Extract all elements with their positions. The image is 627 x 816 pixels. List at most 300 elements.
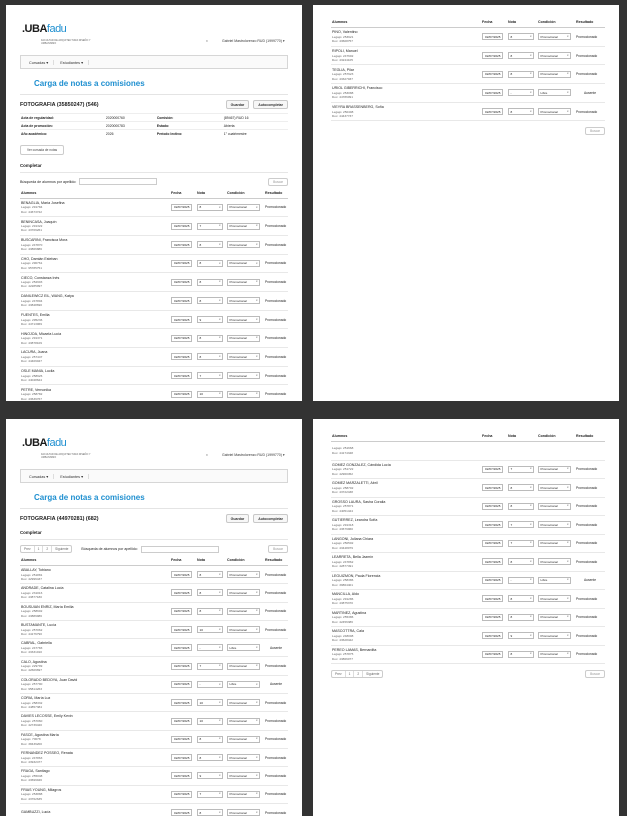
condition-select[interactable] — [538, 595, 571, 602]
column-header-alumno: Alumnos — [20, 189, 170, 199]
condition-cell — [226, 767, 264, 785]
condition-select[interactable] — [227, 391, 260, 398]
condition-value: Promocional — [540, 633, 558, 638]
grade-select[interactable] — [197, 699, 223, 706]
pager-page-2[interactable]: 2 — [354, 671, 363, 677]
logo-uba: .UBA — [22, 437, 47, 449]
date-input[interactable]: 02/07/2025 — [171, 772, 192, 779]
student-cell — [20, 748, 170, 766]
student-legajo: Legajo: 295236 — [21, 317, 43, 322]
result-cell: Promocionado — [264, 748, 288, 766]
student-legajo: Legajo: 258332 — [21, 700, 43, 705]
autocomplete-button[interactable]: Autocompletar — [253, 100, 288, 109]
date-input[interactable]: 02/07/2025 — [482, 651, 503, 658]
student-doc: Doc: 43331010 — [21, 650, 42, 655]
grade-select[interactable] — [508, 632, 534, 639]
date-input[interactable]: 02/07/2025 — [171, 809, 192, 816]
info-value: 1° cuatrimestre — [223, 130, 288, 138]
date-input[interactable]: 02/07/2025 — [171, 260, 192, 267]
user-menu[interactable]: Gabriel Mastrolorenzo RUD (1999770) ▾ — [222, 39, 285, 43]
date-input[interactable]: 02/07/2025 — [171, 241, 192, 248]
grade-select[interactable] — [508, 108, 534, 115]
condition-select[interactable] — [227, 223, 260, 230]
student-doc: Doc: 42456386 — [332, 619, 353, 624]
date-input[interactable]: 02/07/2025 — [171, 791, 192, 798]
site-header — [20, 433, 288, 467]
table-header-row — [331, 18, 605, 28]
grade-select[interactable] — [508, 484, 534, 491]
grade-cell — [507, 516, 537, 535]
condition-select[interactable] — [538, 484, 571, 491]
nav-cursadas[interactable]: Cursadas ▾ — [29, 60, 54, 65]
chevron-down-icon: ▾ — [219, 774, 221, 777]
result-cell: Promocionado — [264, 694, 288, 712]
back-button[interactable]: Ver cursada de notas — [20, 145, 64, 155]
grade-select[interactable] — [197, 260, 223, 267]
student-doc: Doc: 44786091 — [332, 95, 353, 100]
grade-cell — [196, 566, 226, 584]
date-input[interactable]: 02/07/2025 — [482, 71, 503, 78]
condition-select[interactable] — [538, 577, 571, 584]
info-label: Período lectivo: — [156, 130, 223, 138]
chevron-down-icon: ▾ — [256, 224, 258, 228]
date-input[interactable]: 02/07/2025 — [482, 632, 503, 639]
date-cell — [170, 584, 196, 602]
grade-select[interactable] — [508, 33, 534, 40]
condition-select[interactable] — [227, 279, 260, 286]
student-legajo: Legajo: 257923 — [332, 72, 354, 77]
condition-value: Libre — [229, 645, 237, 650]
course-name: FOTOGRAFIA (44970281) (682) — [20, 515, 99, 522]
search-button[interactable]: Buscar — [268, 545, 288, 553]
result-cell: Promocionado — [575, 608, 605, 627]
condition-select[interactable] — [538, 503, 571, 510]
date-cell — [481, 516, 507, 535]
chevron-down-icon: ▾ — [256, 645, 258, 649]
search-input[interactable] — [79, 178, 157, 185]
date-input[interactable]: 02/07/2025 — [171, 391, 192, 398]
nav-estudiantes[interactable]: Estudiantes ▾ — [60, 60, 89, 65]
result-cell: Promocionado — [264, 620, 288, 638]
student-name: MARTINEZ, Agustina — [332, 610, 367, 615]
date-input[interactable]: 02/07/2025 — [171, 626, 192, 633]
search-button[interactable]: Buscar — [268, 178, 288, 186]
date-input[interactable]: 02/07/2025 — [171, 699, 192, 706]
student-doc: Doc: 44673722 — [21, 209, 42, 214]
condition-select[interactable] — [227, 571, 260, 578]
condition-select[interactable] — [227, 204, 260, 211]
condition-select[interactable] — [227, 809, 260, 816]
grade-select[interactable] — [197, 754, 223, 761]
grade-value: 8 — [510, 559, 513, 564]
grade-select[interactable] — [508, 89, 534, 96]
grade-select[interactable] — [508, 558, 534, 565]
condition-select[interactable] — [538, 540, 571, 547]
grade-cell — [196, 198, 226, 217]
date-input[interactable]: 02/07/2025 — [171, 681, 192, 688]
student-cell — [331, 442, 481, 461]
condition-select[interactable] — [227, 699, 260, 706]
date-cell — [170, 767, 196, 785]
condition-select[interactable] — [227, 754, 260, 761]
grade-select[interactable] — [197, 809, 223, 816]
condition-value: Promocional — [229, 298, 247, 303]
chevron-down-icon: ▾ — [256, 755, 258, 759]
date-cell — [170, 748, 196, 766]
grade-value: 8 — [510, 596, 513, 601]
condition-select[interactable] — [538, 632, 571, 639]
condition-select[interactable] — [538, 89, 571, 96]
condition-cell — [226, 694, 264, 712]
condition-cell — [537, 442, 575, 461]
grade-select[interactable] — [197, 791, 223, 798]
date-input[interactable]: 02/07/2025 — [482, 595, 503, 602]
grade-value: 8 — [199, 737, 202, 742]
condition-select[interactable] — [227, 335, 260, 342]
result-cell: Promocionado — [575, 65, 605, 84]
column-header-nota: Nota — [196, 556, 226, 566]
condition-select[interactable] — [227, 589, 260, 596]
date-input[interactable]: 02/07/2025 — [482, 52, 503, 59]
condition-select[interactable] — [538, 52, 571, 59]
grade-select[interactable] — [197, 663, 223, 670]
result-cell: Promocionado — [264, 310, 288, 329]
student-cell — [331, 571, 481, 590]
date-cell — [481, 534, 507, 553]
grade-value: 8 — [510, 615, 513, 620]
column-header-resultado: Resultado — [575, 18, 605, 28]
chevron-down-icon: ▾ — [256, 336, 258, 340]
condition-select[interactable] — [227, 608, 260, 615]
student-doc: Doc: 44857384 — [21, 705, 42, 710]
date-cell — [170, 785, 196, 803]
table-row — [20, 385, 288, 401]
condition-select[interactable] — [538, 71, 571, 78]
student-cell — [20, 273, 170, 292]
date-input[interactable]: 02/07/2025 — [482, 614, 503, 621]
search-button[interactable]: Buscar — [585, 127, 605, 135]
date-input[interactable]: 02/07/2025 — [482, 521, 503, 528]
student-cell — [331, 84, 481, 103]
table-row — [331, 46, 605, 65]
pager-next[interactable]: Siguiente — [55, 547, 69, 551]
table-row — [331, 516, 605, 535]
grade-select[interactable] — [197, 223, 223, 230]
grade-cell — [196, 310, 226, 329]
condition-select[interactable] — [227, 644, 260, 651]
info-row — [20, 130, 288, 138]
student-name: URIOL GIBERRICHI, Francisco — [332, 86, 383, 91]
grade-select[interactable] — [197, 626, 223, 633]
student-name: TEGLIA, Pilar — [332, 67, 354, 72]
nav-cursadas[interactable]: Cursadas ▾ — [29, 474, 54, 479]
student-name: BUSCARINI, Francisca Mora — [21, 238, 68, 243]
student-name: PETRE, Vernonika — [21, 387, 51, 392]
user-menu[interactable]: Gabriel Mastrolorenzo RUD (1999770) ▾ — [222, 453, 285, 457]
date-input[interactable]: 02/07/2025 — [171, 718, 192, 725]
grade-select[interactable] — [508, 52, 534, 59]
grade-cell — [196, 217, 226, 236]
save-button[interactable]: Guardar — [226, 514, 250, 523]
student-cell — [20, 566, 170, 584]
close-icon[interactable]: x — [206, 39, 208, 43]
result-cell: Promocionado — [264, 767, 288, 785]
date-input[interactable]: 02/07/2025 — [482, 89, 503, 96]
result-cell: Promocionado — [264, 329, 288, 348]
condition-cell — [537, 479, 575, 498]
grade-select[interactable] — [197, 204, 223, 211]
condition-value: Promocional — [540, 652, 558, 657]
table-row — [20, 584, 288, 602]
fadu-logo[interactable] — [22, 23, 66, 35]
column-header-resultado: Resultado — [264, 189, 288, 199]
condition-select[interactable] — [538, 33, 571, 40]
student-cell — [20, 310, 170, 329]
table-row — [20, 310, 288, 329]
column-header-condicion: Condición — [226, 189, 264, 199]
condition-select[interactable] — [227, 663, 260, 670]
condition-select[interactable] — [227, 316, 260, 323]
grade-select[interactable] — [197, 316, 223, 323]
chevron-down-icon: ▾ — [530, 72, 532, 76]
logo-uba: .UBA — [22, 23, 47, 35]
date-input[interactable]: 02/07/2025 — [171, 335, 192, 342]
student-doc: Doc: 43448079 — [332, 545, 353, 550]
date-cell — [170, 348, 196, 367]
date-input[interactable]: 02/07/2025 — [171, 589, 192, 596]
result-cell: Ausente — [575, 571, 605, 590]
table-row — [331, 479, 605, 498]
date-input[interactable]: 02/07/2025 — [171, 204, 192, 211]
condition-select[interactable] — [227, 353, 260, 360]
grade-select[interactable] — [197, 241, 223, 248]
student-cell — [20, 602, 170, 620]
student-name: ANDRADE, Catalina Lucía — [21, 586, 64, 591]
date-cell — [170, 730, 196, 748]
condition-select[interactable] — [538, 466, 571, 473]
chevron-down-icon: ▾ — [256, 810, 258, 814]
condition-value: Promocional — [540, 53, 558, 58]
chevron-down-icon: ▾ — [256, 627, 258, 631]
grade-select[interactable] — [197, 681, 223, 688]
date-input[interactable]: 02/07/2025 — [482, 33, 503, 40]
date-input[interactable]: 02/07/2025 — [171, 316, 192, 323]
student-cell — [331, 516, 481, 535]
condition-value: Promocional — [540, 485, 558, 490]
date-cell — [481, 102, 507, 121]
date-input[interactable]: 02/07/2025 — [171, 279, 192, 286]
condition-select[interactable] — [227, 626, 260, 633]
grade-select[interactable] — [197, 589, 223, 596]
grade-cell — [196, 803, 226, 816]
grade-select[interactable] — [197, 353, 223, 360]
column-header-resultado: Resultado — [575, 432, 605, 442]
student-cell — [331, 497, 481, 516]
grade-value: 10 — [199, 627, 203, 632]
chevron-down-icon: ▾ — [219, 664, 221, 668]
pager-page-2[interactable]: 2 — [43, 546, 52, 552]
grade-select[interactable] — [508, 577, 534, 584]
chevron-down-icon: ▾ — [256, 355, 258, 358]
date-input[interactable]: 02/07/2025 — [171, 663, 192, 670]
condition-select[interactable] — [227, 260, 260, 267]
date-input[interactable]: 02/07/2025 — [482, 558, 503, 565]
grade-select[interactable] — [508, 71, 534, 78]
logo-subtitle: FACULTAD DE ARQUITECTURA DISEÑO Y URBANISMO — [41, 39, 91, 45]
grade-select[interactable] — [508, 614, 534, 621]
chevron-down-icon: ▾ — [567, 541, 569, 545]
grade-select[interactable] — [197, 335, 223, 342]
grade-select[interactable] — [508, 466, 534, 473]
date-cell — [481, 46, 507, 65]
date-input[interactable]: 02/07/2025 — [482, 466, 503, 473]
condition-select[interactable] — [538, 651, 571, 658]
condition-select[interactable] — [538, 521, 571, 528]
student-legajo: Legajo: 250502 — [332, 541, 354, 546]
date-input[interactable]: 02/07/2025 — [171, 372, 192, 379]
table-row — [331, 608, 605, 627]
condition-select[interactable] — [227, 718, 260, 725]
condition-value: Libre — [540, 578, 548, 583]
condition-value: Promocional — [229, 627, 247, 632]
condition-select[interactable] — [227, 241, 260, 248]
grade-value: 8 — [199, 280, 202, 285]
grade-select[interactable] — [508, 595, 534, 602]
chevron-down-icon: ▾ — [567, 91, 569, 94]
student-legajo: Legajo: 257790 — [21, 682, 43, 687]
result-cell: Promocionado — [264, 785, 288, 803]
date-input[interactable]: 02/07/2025 — [482, 577, 503, 584]
pager-prev[interactable]: Prev — [332, 671, 346, 677]
pager-next[interactable]: Siguiente — [366, 672, 380, 676]
condition-cell — [226, 235, 264, 254]
student-doc: Doc: 43875370 — [332, 601, 353, 606]
date-cell — [481, 65, 507, 84]
condition-select[interactable] — [538, 614, 571, 621]
condition-select[interactable] — [227, 297, 260, 304]
grade-select[interactable] — [508, 651, 534, 658]
date-input[interactable]: 02/07/2025 — [482, 108, 503, 115]
grade-select[interactable] — [197, 718, 223, 725]
condition-select[interactable] — [538, 108, 571, 115]
page-2 — [313, 5, 619, 401]
condition-cell — [537, 84, 575, 103]
save-button[interactable]: Guardar — [226, 100, 250, 109]
date-input[interactable]: 02/07/2025 — [482, 503, 503, 510]
chevron-down-icon: ▾ — [530, 53, 532, 57]
result-cell: Promocionado — [575, 102, 605, 121]
date-input[interactable]: 02/07/2025 — [482, 540, 503, 547]
grades-table — [20, 189, 288, 401]
table-row — [20, 620, 288, 638]
autocomplete-button[interactable]: Autocompletar — [253, 514, 288, 523]
search-label: Búsqueda de alumnos por apellido: — [81, 547, 138, 551]
condition-select[interactable] — [227, 736, 260, 743]
info-label: Año académico: — [20, 130, 105, 138]
date-input[interactable]: 02/07/2025 — [171, 297, 192, 304]
search-input[interactable] — [141, 546, 219, 553]
page-4 — [313, 419, 619, 816]
condition-select[interactable] — [227, 772, 260, 779]
grade-value: 8 — [199, 242, 202, 247]
grade-select[interactable] — [197, 736, 223, 743]
chevron-down-icon: ▾ — [567, 467, 569, 471]
chevron-down-icon: ▾ — [219, 591, 221, 595]
grade-select[interactable] — [197, 644, 223, 651]
grade-select[interactable] — [197, 297, 223, 304]
condition-select[interactable] — [227, 791, 260, 798]
date-cell — [170, 310, 196, 329]
chevron-down-icon: ▾ — [530, 652, 532, 656]
nav-estudiantes[interactable]: Estudiantes ▾ — [60, 474, 89, 479]
condition-cell — [226, 198, 264, 217]
student-name: RIPOLI, Manuel — [332, 48, 358, 53]
grade-value: 8 — [510, 53, 513, 58]
condition-select[interactable] — [227, 372, 260, 379]
grade-select[interactable] — [197, 772, 223, 779]
date-input[interactable]: 02/07/2025 — [171, 644, 192, 651]
column-header-condicion: Condición — [537, 18, 575, 28]
result-cell: Promocionado — [575, 553, 605, 572]
grade-select[interactable] — [508, 503, 534, 510]
pager-page-1[interactable]: 1 — [346, 671, 355, 677]
result-cell: Promocionado — [264, 273, 288, 292]
grade-select[interactable] — [197, 608, 223, 615]
student-cell — [331, 102, 481, 121]
grade-select[interactable] — [197, 279, 223, 286]
result-cell: Ausente — [264, 675, 288, 693]
date-input[interactable]: 02/07/2025 — [171, 571, 192, 578]
chevron-down-icon: ▾ — [256, 792, 258, 796]
grade-value: 7 — [199, 664, 202, 669]
date-cell — [170, 694, 196, 712]
date-input[interactable]: 02/07/2025 — [171, 353, 192, 360]
date-input[interactable]: 02/07/2025 — [171, 608, 192, 615]
condition-select[interactable] — [227, 681, 260, 688]
date-input[interactable]: 02/07/2025 — [171, 754, 192, 761]
grade-select[interactable] — [508, 540, 534, 547]
condition-cell — [537, 534, 575, 553]
search-button[interactable]: Buscar — [585, 670, 605, 678]
date-input[interactable]: 02/07/2025 — [171, 223, 192, 230]
pager-prev[interactable]: Prev — [21, 546, 35, 552]
student-cell — [20, 348, 170, 367]
pager-page-1[interactable]: 1 — [35, 546, 44, 552]
grade-cell — [507, 442, 537, 461]
table-footer — [331, 670, 605, 678]
pagination — [331, 670, 383, 678]
column-header-condicion: Condición — [226, 556, 264, 566]
course-header — [20, 100, 288, 109]
date-input[interactable]: 02/07/2025 — [482, 484, 503, 491]
grade-select[interactable] — [197, 372, 223, 379]
chevron-down-icon: ▾ — [567, 72, 569, 76]
column-header-nota: Nota — [196, 189, 226, 199]
page-title: Carga de notas a comisiones — [34, 493, 145, 502]
result-cell: Promocionado — [575, 28, 605, 47]
chevron-down-icon: ▾ — [530, 559, 532, 563]
grade-select[interactable] — [508, 521, 534, 528]
student-name: LEARRETA, Bella Jazmín — [332, 555, 374, 560]
close-icon[interactable]: x — [206, 453, 208, 457]
date-input[interactable]: 02/07/2025 — [171, 736, 192, 743]
fadu-logo[interactable] — [22, 437, 66, 449]
grade-select[interactable] — [197, 571, 223, 578]
condition-select[interactable] — [538, 558, 571, 565]
grade-select[interactable] — [197, 391, 223, 398]
result-cell: Promocionado — [575, 46, 605, 65]
student-legajo: Legajo: 247783 — [21, 645, 43, 650]
